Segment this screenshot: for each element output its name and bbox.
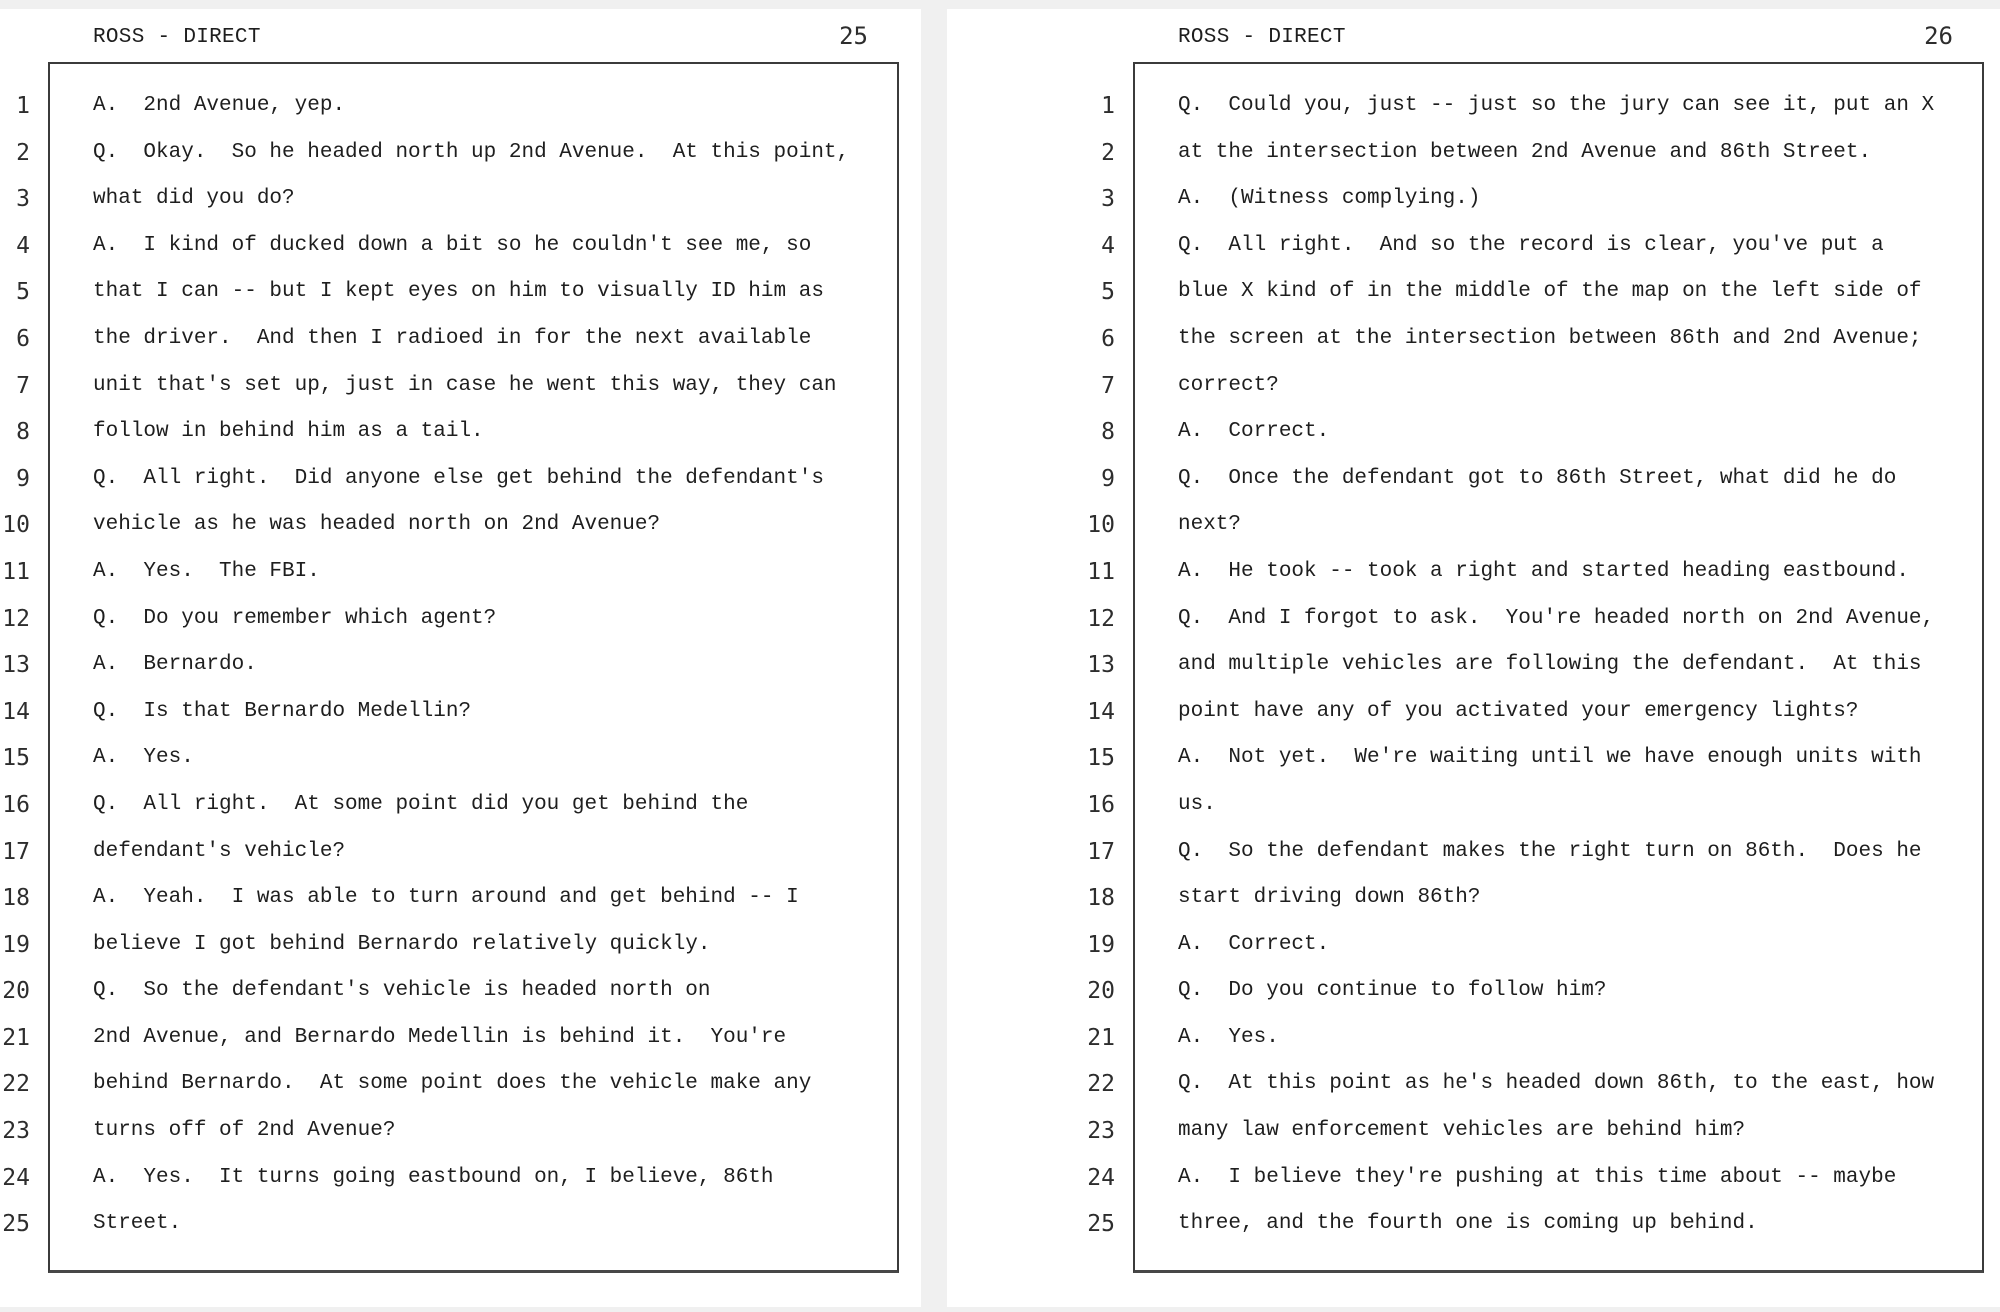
transcript-lines — [1178, 83, 1968, 1248]
line-number: 3 — [1101, 186, 1115, 213]
line-number: 17 — [1087, 838, 1115, 865]
line-text: Street. — [93, 1212, 182, 1236]
line-number: 7 — [16, 372, 30, 399]
line-numbers-column — [0, 83, 30, 1248]
line-number: 13 — [2, 652, 30, 679]
line-number: 23 — [1087, 1118, 1115, 1145]
line-text: A. I believe they're pushing at this time about -- maybe — [1178, 1165, 1897, 1189]
line-number: 19 — [1087, 931, 1115, 958]
line-number: 14 — [1087, 698, 1115, 725]
line-number: 25 — [2, 1211, 30, 1238]
line-text: A. Yes. It turns going eastbound on, I believe, 86th — [93, 1165, 774, 1189]
line-text: Q. At this point as he's headed down 86th, to the east, how — [1178, 1072, 1935, 1096]
line-text: A. Yeah. I was able to turn around and get behind -- I — [93, 886, 799, 910]
page-number: 25 — [839, 22, 868, 50]
line-number: 15 — [2, 745, 30, 772]
line-number: 5 — [1101, 279, 1115, 306]
line-text: three, and the fourth one is coming up behind. — [1178, 1212, 1758, 1236]
line-text: A. Correct. — [1178, 932, 1330, 956]
line-text: Q. Is that Bernardo Medellin? — [93, 699, 472, 723]
line-number: 12 — [1087, 605, 1115, 632]
line-text: Q. So the defendant makes the right turn on 86th. Does he — [1178, 839, 1922, 863]
line-text: what did you do? — [93, 187, 295, 211]
line-text: start driving down 86th? — [1178, 886, 1481, 910]
line-number: 1 — [16, 93, 30, 119]
line-text: unit that's set up, just in case he went this way, they can — [93, 373, 837, 397]
line-text: Q. Once the defendant got to 86th Street, what did he do — [1178, 466, 1897, 490]
line-text: A. I kind of ducked down a bit so he couldn't see me, so — [93, 233, 812, 257]
line-numbers-column — [1085, 83, 1115, 1248]
transcript-page-26 — [947, 9, 2000, 1307]
line-text: Q. Could you, just -- just so the jury can see it, put an X — [1178, 94, 1935, 117]
transcript-box — [48, 62, 899, 1273]
line-number: 15 — [1087, 745, 1115, 772]
line-number: 12 — [2, 605, 30, 632]
line-number: 20 — [2, 978, 30, 1005]
line-number: 24 — [1087, 1164, 1115, 1191]
line-number: 23 — [2, 1118, 30, 1145]
line-number: 14 — [2, 698, 30, 725]
line-number: 18 — [1087, 885, 1115, 912]
line-text: A. Yes. — [93, 746, 194, 770]
line-number: 7 — [1101, 372, 1115, 399]
line-text: Q. And I forgot to ask. You're headed north on 2nd Avenue, — [1178, 606, 1935, 630]
page-number: 26 — [1924, 22, 1953, 50]
line-text: Q. Do you remember which agent? — [93, 606, 497, 630]
line-number: 17 — [2, 838, 30, 865]
line-text: the driver. And then I radioed in for the next available — [93, 326, 812, 350]
line-number: 11 — [1087, 558, 1115, 585]
line-number: 4 — [1101, 232, 1115, 259]
line-number: 8 — [16, 419, 30, 446]
line-text: many law enforcement vehicles are behind him? — [1178, 1119, 1746, 1143]
line-number: 3 — [16, 186, 30, 213]
page-header-title: ROSS - DIRECT — [1178, 26, 1346, 49]
line-text: point have any of you activated your emergency lights? — [1178, 699, 1859, 723]
line-text: turns off of 2nd Avenue? — [93, 1119, 396, 1143]
line-number: 9 — [16, 465, 30, 492]
line-text: Q. All right. Did anyone else get behind the defendant's — [93, 466, 824, 490]
line-number: 22 — [1087, 1071, 1115, 1098]
line-number: 6 — [1101, 325, 1115, 352]
line-text: correct? — [1178, 373, 1279, 397]
line-number: 22 — [2, 1071, 30, 1098]
line-text: behind Bernardo. At some point does the vehicle make any — [93, 1072, 812, 1096]
line-text: A. Correct. — [1178, 420, 1330, 444]
line-text: blue X kind of in the middle of the map on the left side of — [1178, 280, 1922, 304]
line-text: 2nd Avenue, and Bernardo Medellin is behind it. You're — [93, 1025, 787, 1049]
transcript-lines — [93, 83, 883, 1248]
line-text: the screen at the intersection between 86th and 2nd Avenue; — [1178, 326, 1922, 350]
line-text: Q. Do you continue to follow him? — [1178, 979, 1607, 1003]
line-number: 11 — [2, 558, 30, 585]
line-number: 8 — [1101, 419, 1115, 446]
line-text: Q. So the defendant's vehicle is headed north on — [93, 979, 711, 1003]
line-number: 18 — [2, 885, 30, 912]
line-text: believe I got behind Bernardo relatively quickly. — [93, 932, 711, 956]
line-text: vehicle as he was headed north on 2nd Avenue? — [93, 513, 661, 537]
transcript-page-25 — [0, 9, 921, 1307]
line-text: us. — [1178, 792, 1216, 816]
line-text: Q. All right. At some point did you get behind the — [93, 792, 749, 816]
line-text: Q. All right. And so the record is clear, you've put a — [1178, 233, 1884, 257]
line-number: 16 — [1087, 791, 1115, 818]
line-number: 13 — [1087, 652, 1115, 679]
line-number: 2 — [16, 139, 30, 166]
line-number: 4 — [16, 232, 30, 259]
line-text: A. Not yet. We're waiting until we have enough units with — [1178, 746, 1922, 770]
line-number: 19 — [2, 931, 30, 958]
line-text: that I can -- but I kept eyes on him to visually ID him as — [93, 280, 824, 304]
line-number: 21 — [1087, 1024, 1115, 1051]
line-number: 6 — [16, 325, 30, 352]
line-number: 1 — [1101, 93, 1115, 119]
line-number: 10 — [2, 512, 30, 539]
line-text: A. Yes. — [1178, 1025, 1279, 1049]
line-text: A. Yes. The FBI. — [93, 559, 320, 583]
line-text: A. He took -- took a right and started heading eastbound. — [1178, 559, 1909, 583]
line-text: next? — [1178, 513, 1242, 537]
line-text: A. (Witness complying.) — [1178, 187, 1481, 211]
line-number: 5 — [16, 279, 30, 306]
line-text: A. Bernardo. — [93, 653, 257, 677]
page-header-title: ROSS - DIRECT — [93, 26, 261, 49]
line-number: 9 — [1101, 465, 1115, 492]
line-text: follow in behind him as a tail. — [93, 420, 484, 444]
line-number: 2 — [1101, 139, 1115, 166]
line-text: at the intersection between 2nd Avenue and 86th Street. — [1178, 140, 1872, 164]
line-number: 16 — [2, 791, 30, 818]
transcript-box — [1133, 62, 1984, 1273]
line-text: defendant's vehicle? — [93, 839, 346, 863]
line-text: Q. Okay. So he headed north up 2nd Avenue. At this point, — [93, 140, 850, 164]
line-text: A. 2nd Avenue, yep. — [93, 94, 346, 117]
line-number: 20 — [1087, 978, 1115, 1005]
line-number: 10 — [1087, 512, 1115, 539]
line-number: 25 — [1087, 1211, 1115, 1238]
line-number: 21 — [2, 1024, 30, 1051]
line-text: and multiple vehicles are following the defendant. At this — [1178, 653, 1922, 677]
line-number: 24 — [2, 1164, 30, 1191]
